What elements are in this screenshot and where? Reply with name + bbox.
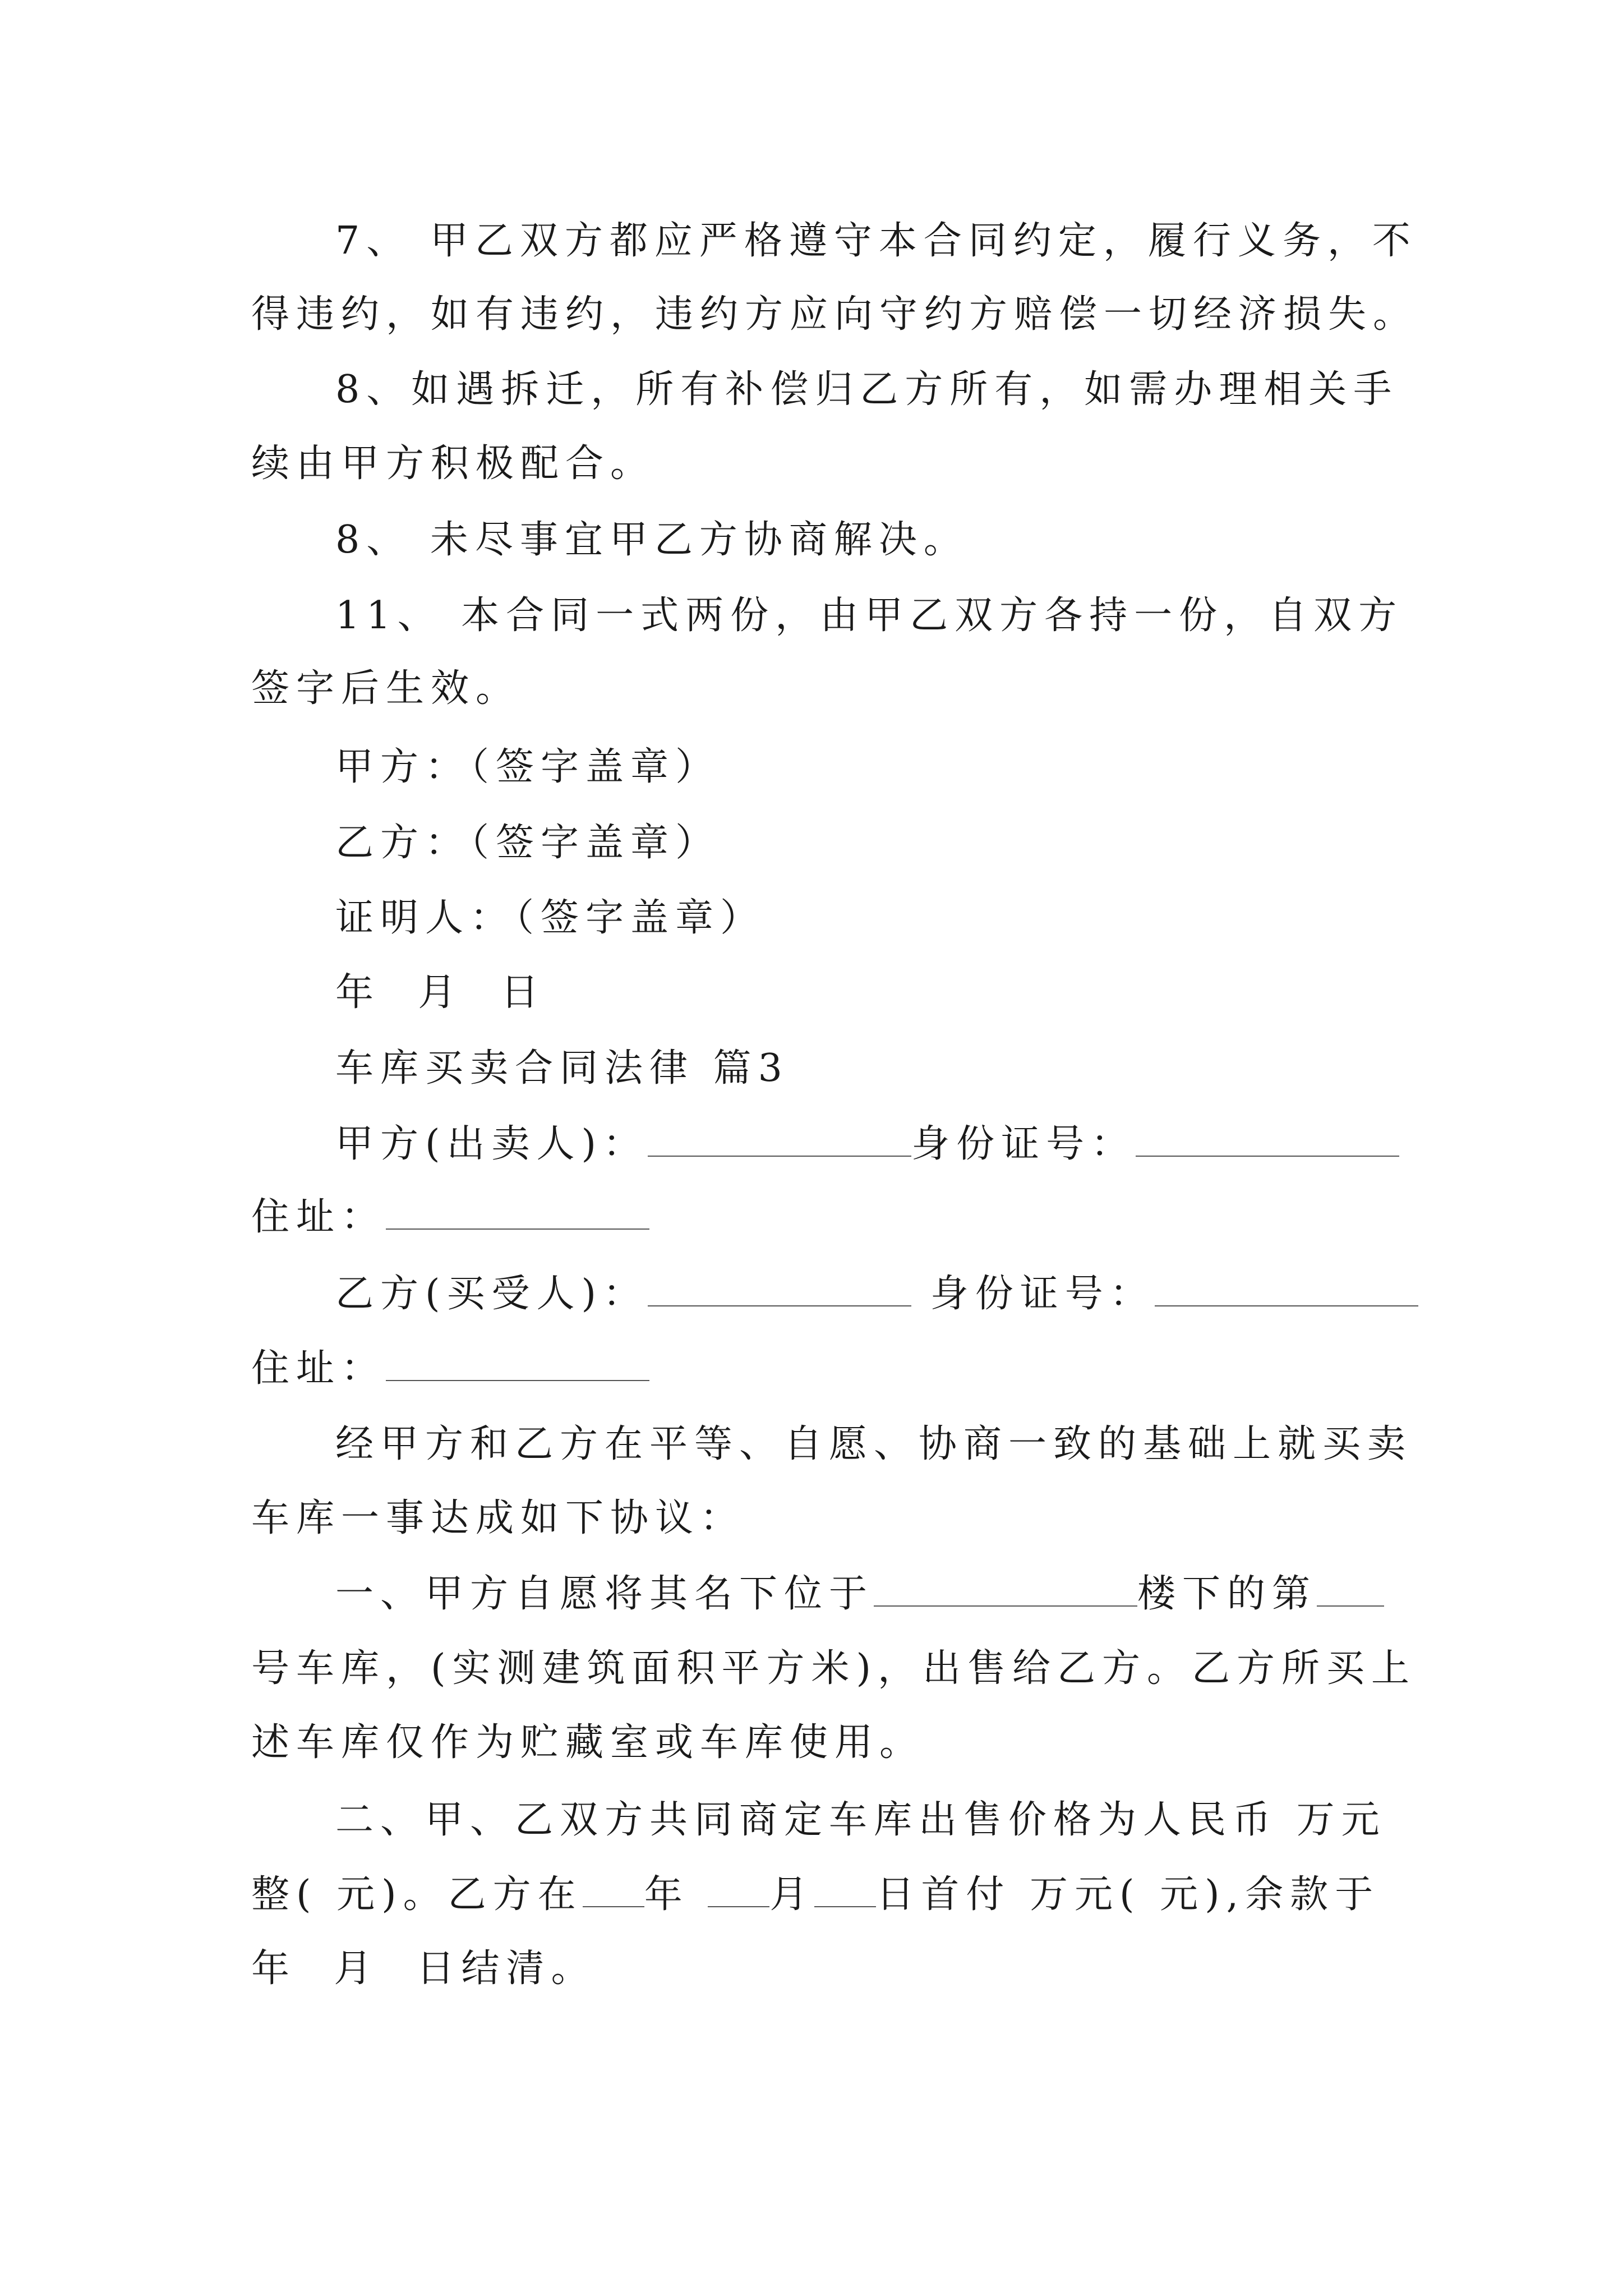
buyer-id-blank (1155, 1271, 1418, 1306)
seller-address-blank (386, 1194, 649, 1230)
signature-date: 年 月 日 (335, 970, 546, 1015)
buyer-id-label: 身份证号： (930, 1272, 1155, 1316)
clause-8a-line-2: 续由甲方积极配合。 (251, 441, 656, 486)
buyer-line (335, 1269, 1418, 1319)
seller-id-blank (1136, 1121, 1399, 1157)
seller-line (335, 1119, 1399, 1170)
section-title: 车库买卖合同法律 篇3 (335, 1046, 789, 1091)
signature-party-a: 甲方：（签字盖章） (335, 745, 721, 789)
clause-1-text-b: 楼下的第 (1137, 1572, 1317, 1616)
clause-1-text-a: 一、甲方自愿将其名下位于 (335, 1572, 874, 1616)
intro-line-1: 经甲方和乙方在平等、自愿、协商一致的基础上就买卖 (335, 1422, 1413, 1466)
seller-address-label: 住址： (251, 1195, 386, 1239)
day-blank (814, 1872, 876, 1907)
clause-11-line-1: 11、 本合同一式两份，由甲乙双方各持一份，自双方 (335, 593, 1404, 638)
intro-line-2: 车库一事达成如下协议： (251, 1496, 745, 1540)
year-blank (583, 1872, 644, 1907)
clause-2-text-a: 整( 元)。乙方在 (251, 1872, 583, 1917)
clause-1-line-3: 述车库仅作为贮藏室或车库使用。 (251, 1720, 925, 1765)
buyer-address-line (251, 1343, 649, 1394)
clause-11-line-2: 签字后生效。 (251, 666, 521, 711)
buyer-name-blank (648, 1271, 911, 1306)
seller-address-line (251, 1192, 649, 1243)
clause-1-line-2: 号车库，(实测建筑面积平方米)，出售给乙方。乙方所买上 (251, 1646, 1417, 1691)
garage-number-blank (1317, 1571, 1384, 1607)
seller-name-blank (648, 1121, 911, 1157)
seller-id-label: 身份证号： (911, 1122, 1136, 1166)
clause-8b: 8、 未尽事宜甲乙方协商解决。 (335, 518, 969, 562)
signature-party-b: 乙方：（签字盖章） (335, 821, 721, 865)
clause-8a-line-1: 8、如遇拆迁，所有补偿归乙方所有，如需办理相关手 (335, 367, 1399, 412)
month-blank (708, 1872, 769, 1907)
clause-2-line-1: 二、甲、乙双方共同商定车库出售价格为人民币 万元 (335, 1798, 1386, 1842)
buyer-address-blank (386, 1346, 649, 1381)
clause-2-text-c: 月 (769, 1872, 815, 1917)
buyer-address-label: 住址： (251, 1346, 386, 1391)
signature-witness: 证明人：（签字盖章） (335, 896, 766, 940)
location-blank (874, 1571, 1137, 1607)
clause-7-line-1: 7、 甲乙双方都应严格遵守本合同约定，履行义务，不 (335, 219, 1417, 263)
clause-2-text-b: 年 (644, 1872, 708, 1917)
seller-label: 甲方(出卖人)： (335, 1122, 648, 1166)
buyer-label: 乙方(买受人)： (335, 1272, 648, 1316)
clause-7-line-2: 得违约，如有违约，违约方应向守约方赔偿一切经济损失。 (251, 292, 1418, 337)
clause-2-line-2 (251, 1870, 1380, 1920)
clause-2-line-3: 年 月 日结清。 (251, 1947, 596, 1991)
clause-2-text-d: 日首付 万元( 元),余款于 (876, 1872, 1380, 1917)
clause-1-line-1 (335, 1569, 1384, 1619)
